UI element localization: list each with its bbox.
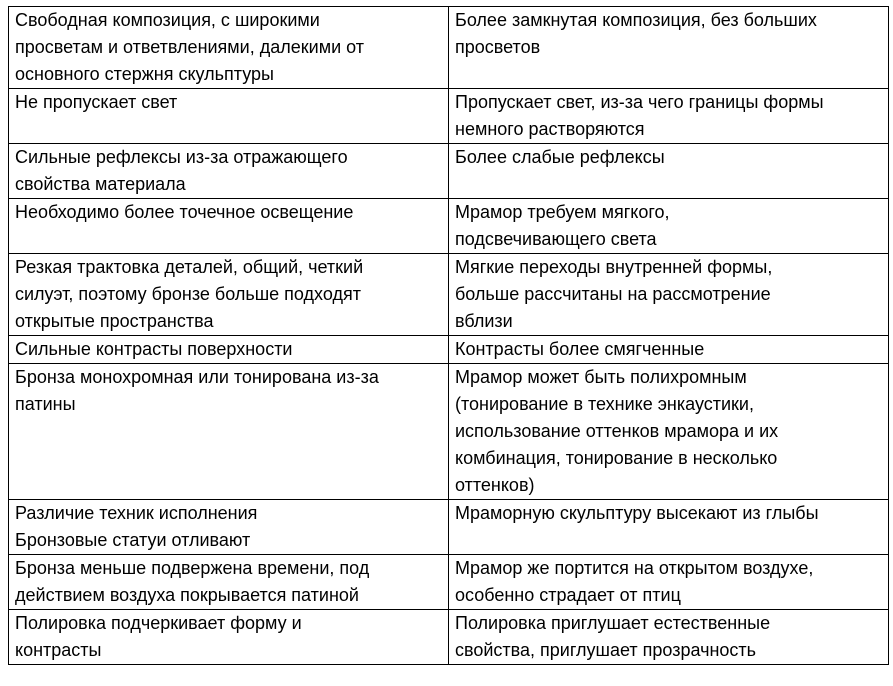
table-row (9, 610, 889, 665)
marble-cell (449, 89, 889, 144)
cell-text-line: комбинация, тонирование в несколько (455, 448, 778, 468)
cell-text-line: Более слабые рефлексы (455, 147, 665, 167)
bronze-cell (9, 254, 449, 336)
cell-text-line: особенно страдает от птиц (455, 585, 681, 605)
cell-text-line: свойства материала (15, 174, 186, 194)
table-row (9, 254, 889, 336)
cell-text-line: Сильные рефлексы из-за отражающего (15, 147, 348, 167)
cell-text-line: открытые пространства (15, 311, 214, 331)
marble-cell (449, 144, 889, 199)
cell-text-line: больше рассчитаны на рассмотрение (455, 284, 771, 304)
cell-text-line: Полировка подчеркивает форму и (15, 613, 302, 633)
cell-text-line: Сильные контрасты поверхности (15, 339, 293, 359)
table-body (9, 7, 889, 665)
bronze-cell (9, 336, 449, 364)
cell-text-line: Резкая трактовка деталей, общий, четкий (15, 257, 364, 277)
cell-text-line: подсвечивающего света (455, 229, 657, 249)
cell-text-line: Бронзовые статуи отливают (15, 530, 251, 550)
marble-cell (449, 199, 889, 254)
bronze-cell (9, 199, 449, 254)
cell-text-line: Мрамор требуем мягкого, (455, 202, 670, 222)
cell-text-line: Не пропускает свет (15, 92, 178, 112)
cell-text-line: Свободная композиция, с широкими (15, 10, 320, 30)
cell-text-line: Полировка приглушает естественные (455, 613, 771, 633)
bronze-cell (9, 555, 449, 610)
cell-text-line: Более замкнутая композиция, без больших (455, 10, 817, 30)
cell-text-line: Мягкие переходы внутренней формы, (455, 257, 773, 277)
cell-text-line: Бронза монохромная или тонирована из-за (15, 367, 379, 387)
table-row (9, 336, 889, 364)
cell-text-line: контрасты (15, 640, 102, 660)
bronze-cell (9, 364, 449, 500)
table-row (9, 364, 889, 500)
bronze-cell (9, 7, 449, 89)
marble-cell (449, 7, 889, 89)
cell-text-line: свойства, приглушает прозрачность (455, 640, 757, 660)
cell-text-line: Мрамор же портится на открытом воздухе, (455, 558, 814, 578)
table-row (9, 199, 889, 254)
marble-cell (449, 364, 889, 500)
cell-text-line: оттенков) (455, 475, 535, 495)
cell-text-line: Мрамор может быть полихромным (455, 367, 747, 387)
table-row (9, 500, 889, 555)
marble-cell (449, 254, 889, 336)
cell-text-line: патины (15, 394, 76, 414)
cell-text-line: действием воздуха покрывается патиной (15, 585, 359, 605)
cell-text-line: Различие техник исполнения (15, 503, 258, 523)
table-row (9, 144, 889, 199)
cell-text-line: Необходимо более точечное освещение (15, 202, 354, 222)
bronze-cell (9, 500, 449, 555)
cell-text-line: Бронза меньше подвержена времени, под (15, 558, 370, 578)
cell-text-line: вблизи (455, 311, 513, 331)
table-row (9, 555, 889, 610)
bronze-cell (9, 89, 449, 144)
marble-cell (449, 610, 889, 665)
cell-text-line: (тонирование в технике энкаустики, (455, 394, 754, 414)
cell-text-line: использование оттенков мрамора и их (455, 421, 779, 441)
cell-text-line: немного растворяются (455, 119, 645, 139)
cell-text-line: основного стержня скульптуры (15, 64, 274, 84)
bronze-cell (9, 610, 449, 665)
marble-cell (449, 500, 889, 555)
cell-text-line: просветам и ответвлениями, далекими от (15, 37, 364, 57)
bronze-cell (9, 144, 449, 199)
cell-text-line: Мраморную скульптуру высекают из глыбы (455, 503, 819, 523)
marble-cell (449, 555, 889, 610)
cell-text-line: Контрасты более смягченные (455, 339, 705, 359)
marble-cell (449, 336, 889, 364)
table-row (9, 89, 889, 144)
comparison-table (8, 6, 889, 665)
cell-text-line: Пропускает свет, из-за чего границы формы (455, 92, 824, 112)
cell-text-line: силуэт, поэтому бронзе больше подходят (15, 284, 361, 304)
cell-text-line: просветов (455, 37, 541, 57)
table-row (9, 7, 889, 89)
